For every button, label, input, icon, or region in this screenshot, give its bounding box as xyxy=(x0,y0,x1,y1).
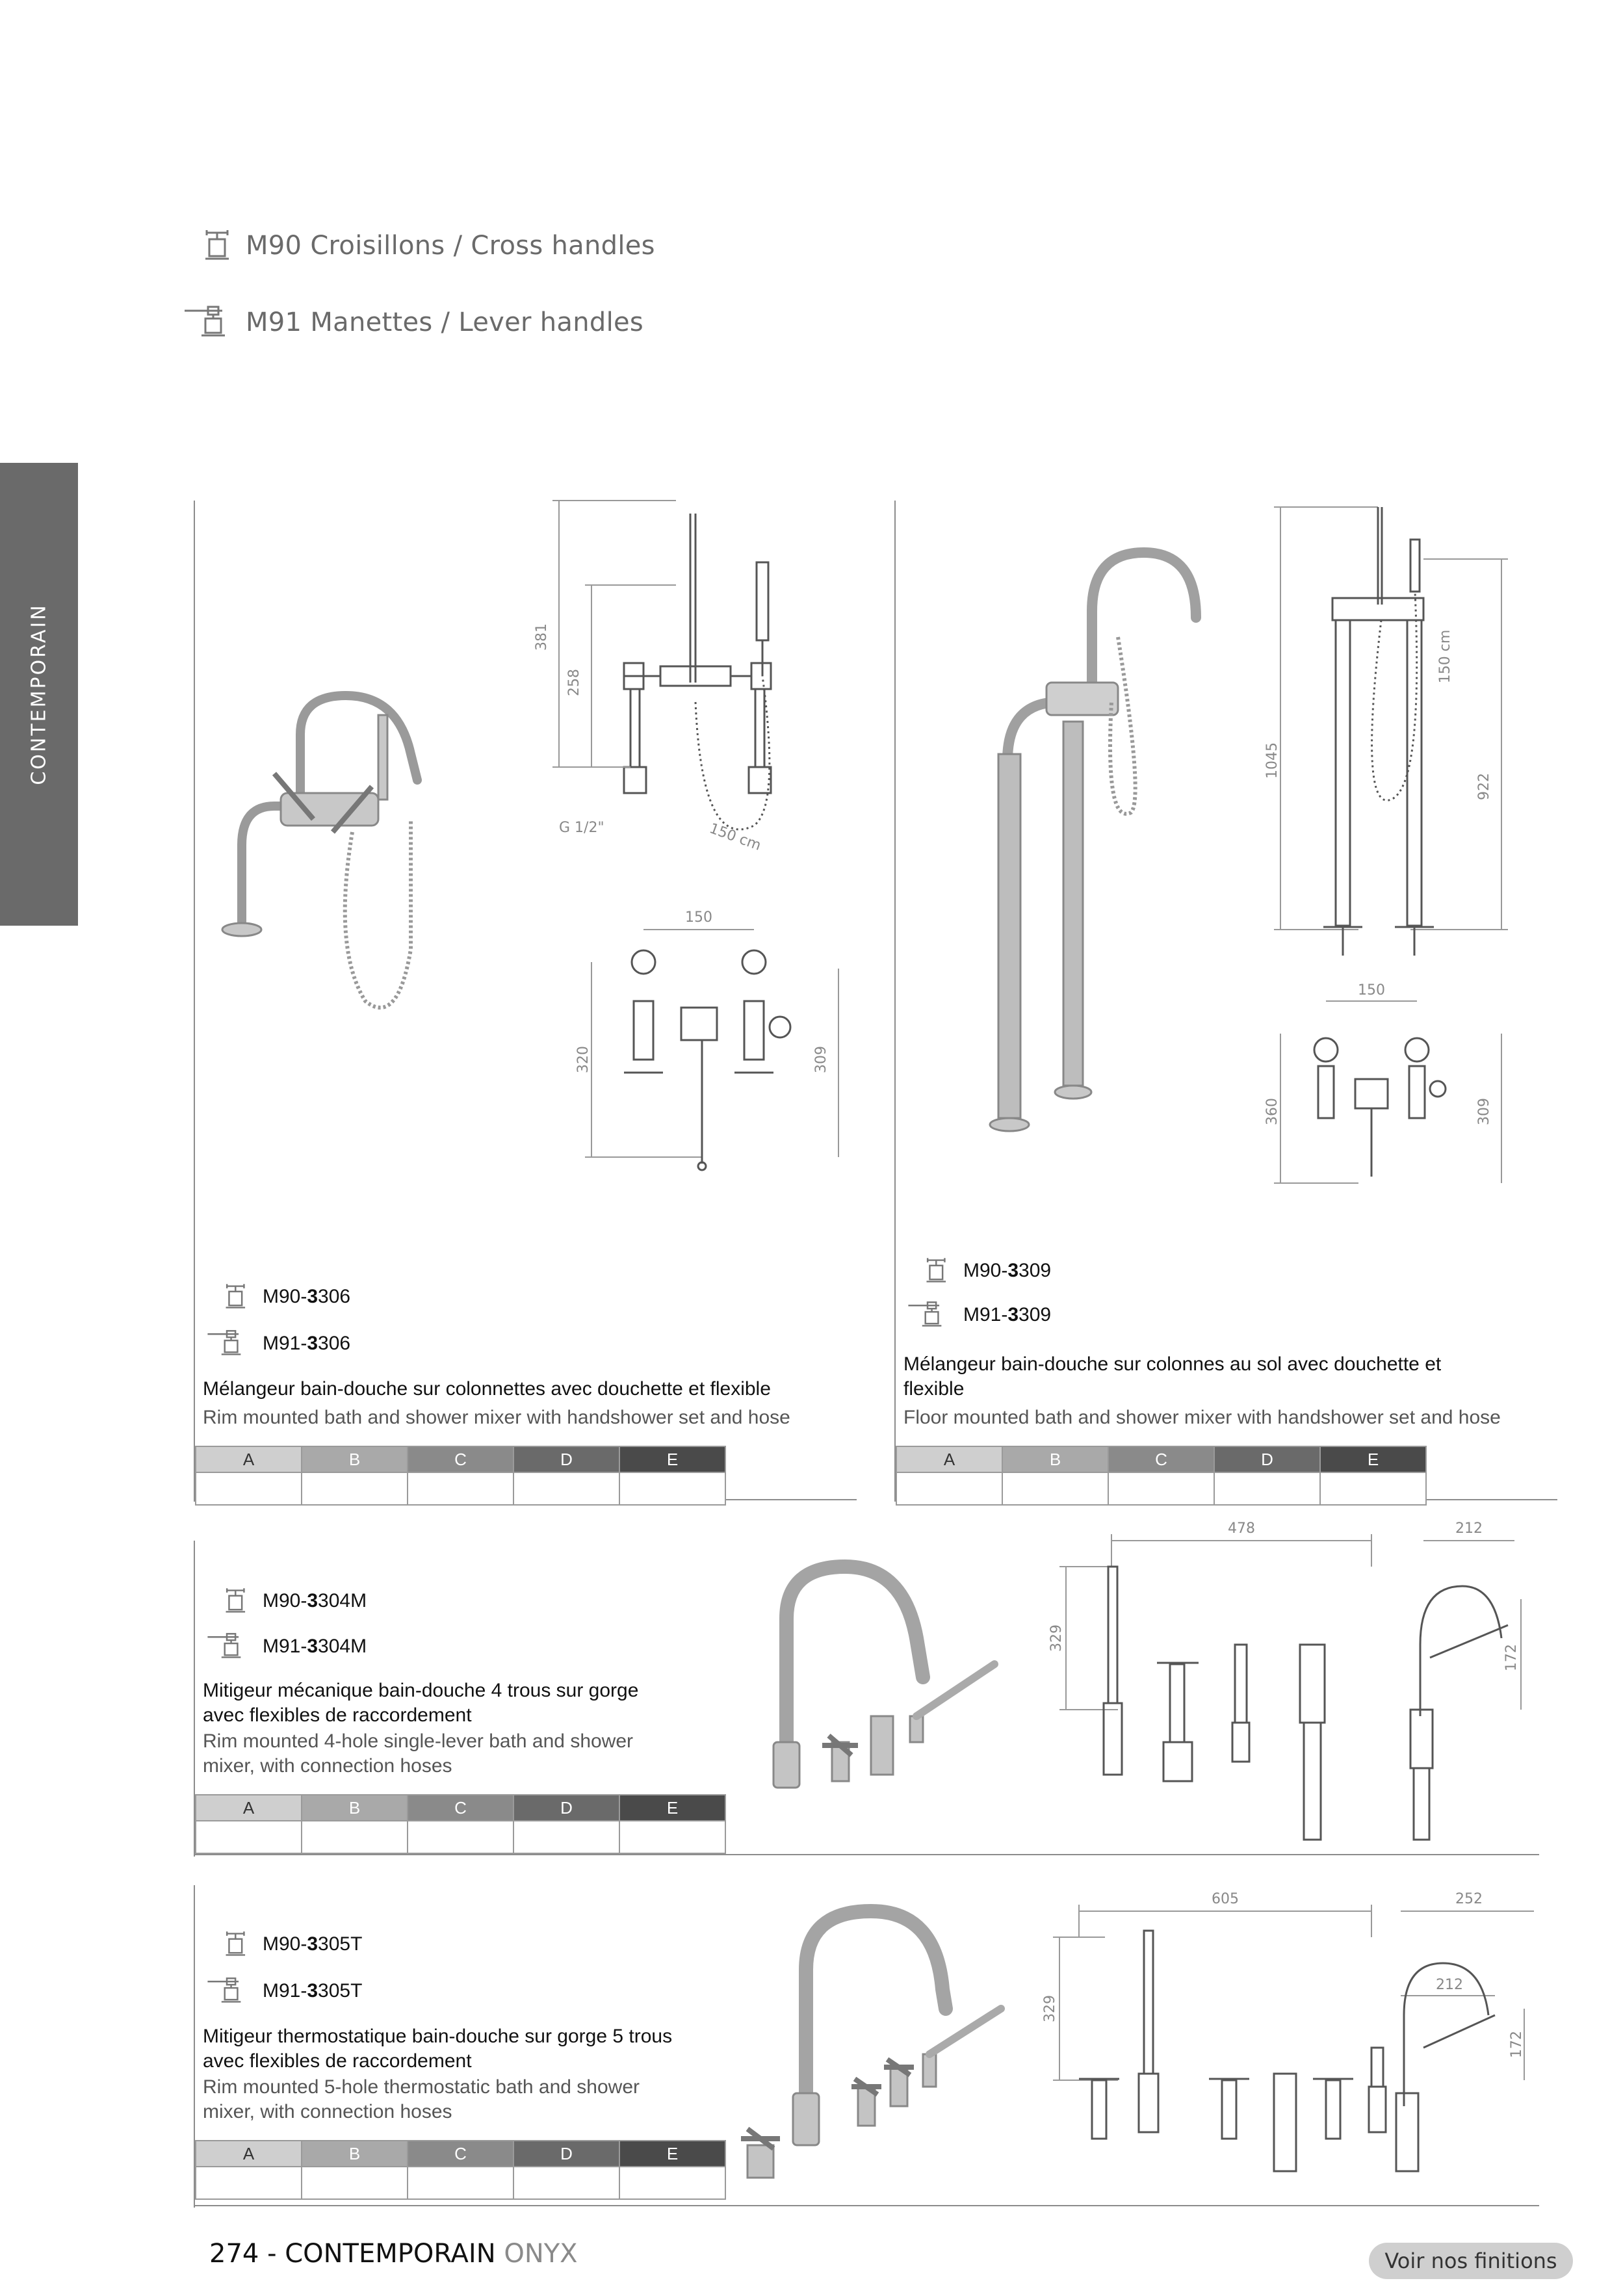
product-2-code-m90: M90- 3 309 xyxy=(918,1256,1051,1286)
svg-text:212: 212 xyxy=(1455,1520,1483,1537)
product-2-code-m91: M91- 3 309 xyxy=(905,1300,1051,1330)
product-2-finish-table: A B C D E xyxy=(896,1446,1427,1506)
legend-lever-handles xyxy=(195,304,643,341)
lever-handle-icon xyxy=(182,304,234,341)
product-1-photo xyxy=(203,676,528,1014)
svg-text:1045: 1045 xyxy=(1264,742,1280,779)
svg-text:252: 252 xyxy=(1455,1891,1483,1907)
product-2-side-drawing xyxy=(1261,501,1534,969)
lever-handle-icon xyxy=(204,1976,250,2006)
product-4-code-m90: M90- 3 305T xyxy=(217,1929,362,1959)
svg-text:605: 605 xyxy=(1212,1891,1239,1907)
panel-divider-middle xyxy=(894,501,896,1502)
svg-text:258: 258 xyxy=(566,669,582,696)
product-2-top-drawing xyxy=(1261,982,1534,1190)
panel-divider-left xyxy=(194,501,195,1502)
product-1-top-drawing xyxy=(572,904,858,1183)
svg-text:381: 381 xyxy=(534,623,550,651)
product-2-desc-en: Floor mounted bath and shower mixer with handshower set and hose xyxy=(903,1407,1501,1428)
section-side-tab xyxy=(0,463,78,926)
cross-handle-icon xyxy=(217,1282,250,1312)
finishes-button[interactable]: Voir nos finitions xyxy=(1369,2243,1573,2279)
product-2-photo xyxy=(949,540,1235,1164)
product-3-photo xyxy=(754,1547,1014,1807)
svg-text:309: 309 xyxy=(813,1046,829,1073)
svg-text:320: 320 xyxy=(575,1046,591,1073)
svg-text:329: 329 xyxy=(1042,1995,1058,2022)
product-1-desc-en: Rim mounted bath and shower mixer with handshower set and hose xyxy=(203,1407,790,1428)
svg-text:329: 329 xyxy=(1048,1624,1065,1652)
cross-handle-icon xyxy=(217,1586,250,1616)
product-1-desc-fr: Mélangeur bain-douche sur colonnettes avec douchette et flexible xyxy=(203,1378,771,1400)
svg-text:212: 212 xyxy=(1436,1977,1463,1993)
product-2-desc-fr: Mélangeur bain-douche sur colonnes au sol avec douchette et flexible xyxy=(903,1353,1442,1400)
svg-text:309: 309 xyxy=(1476,1098,1492,1125)
product-3-desc-fr: Mitigeur mécanique bain-douche 4 trous sur gorge avec flexibles de raccordement xyxy=(203,1680,639,1726)
svg-text:922: 922 xyxy=(1476,773,1492,800)
product-3-desc-en: Rim mounted 4-hole single-lever bath and shower mixer, with connection hoses xyxy=(203,1730,634,1777)
product-1-side-drawing xyxy=(534,501,858,865)
svg-text:172: 172 xyxy=(1503,1644,1520,1671)
side-tab-label: CONTEMPORAIN xyxy=(27,603,51,785)
product-3-drawing xyxy=(1040,1515,1547,1853)
lever-handle-icon xyxy=(905,1300,950,1330)
svg-text:172: 172 xyxy=(1509,2031,1525,2058)
product-1-code-m90: M90- 3 306 xyxy=(217,1282,350,1312)
page-number-label: 274 - CONTEMPORAIN xyxy=(209,2239,504,2269)
product-4-code-m91: M91- 3 305T xyxy=(204,1976,362,2006)
panel-bottom-4 xyxy=(194,2205,1539,2206)
product-1-code-m91: M91- 3 306 xyxy=(204,1329,350,1359)
collection-name: ONYX xyxy=(504,2239,578,2269)
svg-text:150: 150 xyxy=(1358,982,1385,998)
lever-handle-icon xyxy=(204,1329,250,1359)
product-3-code-m90: M90- 3 304M xyxy=(217,1586,367,1616)
product-4-photo xyxy=(728,1898,1027,2184)
product-4-desc-en: Rim mounted 5-hole thermostatic bath and shower mixer, with connection hoses xyxy=(203,2076,640,2122)
product-4-drawing xyxy=(1040,1885,1547,2197)
svg-text:G 1/2": G 1/2" xyxy=(559,820,604,836)
legend-cross-handles xyxy=(195,228,655,264)
svg-text:150 cm: 150 cm xyxy=(1437,629,1453,684)
lever-handle-icon xyxy=(204,1632,250,1662)
svg-text:150 cm: 150 cm xyxy=(707,820,764,854)
svg-text:478: 478 xyxy=(1228,1520,1255,1537)
product-3-finish-table: A B C D E xyxy=(195,1794,726,1854)
cross-handle-icon xyxy=(217,1929,250,1959)
cross-handle-icon xyxy=(918,1256,950,1286)
legend-lever-label: M91 Manettes / Lever handles xyxy=(246,307,644,337)
product-1-finish-table: A B C D E xyxy=(195,1446,726,1506)
product-4-finish-table: A B C D E xyxy=(195,2140,726,2200)
svg-text:150: 150 xyxy=(685,909,712,926)
product-4-desc-fr: Mitigeur thermostatique bain-douche sur gorge 5 trous avec flexibles de raccordement xyxy=(203,2026,673,2072)
svg-text:360: 360 xyxy=(1264,1098,1280,1125)
page-footer xyxy=(209,2239,578,2269)
legend-cross-label: M90 Croisillons / Cross handles xyxy=(246,231,655,261)
product-3-code-m91: M91- 3 304M xyxy=(204,1632,367,1662)
panel-bottom-3 xyxy=(194,1854,1539,1855)
cross-handle-icon xyxy=(195,228,234,264)
